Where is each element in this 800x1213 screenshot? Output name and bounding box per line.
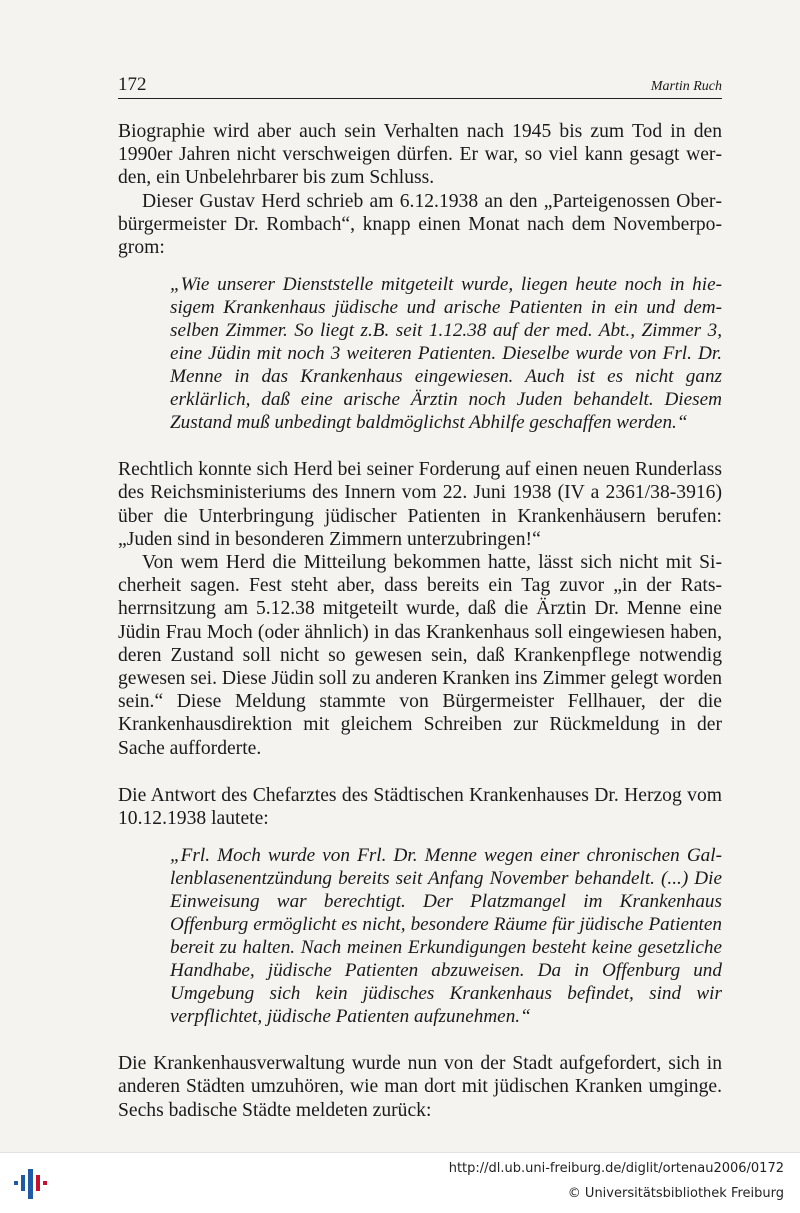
paragraph-3: Rechtlich konnte sich Herd bei seiner Forderung auf einen neuen Runderlass des Reichsministeriums des Innern vom 22. Juni 1938 (IV a 2361/38-3916) über die Unterbringung jüdischer Patienten in Krankenhäusern berufen: „Juden sind in besonderen Zimmern unterzubringen!“ bbox=[118, 459, 722, 550]
paragraph-1: Biographie wird aber auch sein Verhalten nach 1945 bis zum Tod in den 1990er Jahren nicht verschweigen dürfen. Er war, so viel kann gesagt werden, ein Unbelehrbarer bis zum Schluss. bbox=[118, 121, 722, 189]
block-quote-2: „Frl. Moch wurde von Frl. Dr. Menne wegen einer chronischen Gallenblasenentzündung bereits seit Anfang November behandelt. (...) Die Einweisung war berechtigt. Der Platzmangel im Krankenhaus Offenburg ermöglicht es nicht, besondere Räume für jüdische Patienten bereit zu halten. Nach meinen Erkundigungen besteht keine gesetzliche Handhabe, jüdische Patienten abzuweisen. Da in Offenburg und Umgebung sich kein jüdisches Krankenhaus befindet, sind wir verpflichtet, jüdische Patienten aufzunehmen.“ bbox=[170, 845, 722, 1028]
page-number: 172 bbox=[118, 74, 147, 95]
copyright-notice: © Universitätsbibliothek Freiburg bbox=[567, 1186, 784, 1201]
paragraph-4: Von wem Herd die Mitteilung bekommen hatte, lässt sich nicht mit Sicherheit sagen. Fest steht aber, dass bereits ein Tag zuvor „in der Ratsherrnsitzung am 5.12.38 mitgeteilt wurde, daß die Ärztin Dr. Menne eine Jüdin Frau Moch (oder ähnlich) in das Krankenhaus soll eingewiesen haben, deren Zustand soll nicht so gewesen sein, daß Krankenpflege notwendig gewesen sei. Diese Jüdin soll zu anderen Kranken ins Zimmer gelegt worden sein.“ Diese Meldung stammte von Bürgermeister Fellhauer, der die Krankenhausdirektion mit gleichem Schreiben zur Rückmeldung in der Sache aufforderte. bbox=[118, 552, 722, 759]
paragraph-2: Dieser Gustav Herd schrieb am 6.12.1938 an den „Parteigenossen Oberbürgermeister Dr. Rombach“, knapp einen Monat nach dem Novemberpogrom: bbox=[118, 190, 722, 259]
viewer-footer bbox=[0, 1152, 800, 1213]
running-head-author: Martin Ruch bbox=[650, 79, 722, 94]
page-body bbox=[118, 120, 722, 1122]
ub-freiburg-logo-icon bbox=[12, 1167, 52, 1201]
document-url-link[interactable]: http://dl.ub.uni-freiburg.de/diglit/ortenau2006/0172 bbox=[448, 1161, 784, 1176]
running-header bbox=[118, 76, 722, 99]
block-quote-1: „Wie unserer Dienststelle mitgeteilt wurde, liegen heute noch in hiesigem Krankenhaus jüdische und arische Patienten in ein und demselben Zimmer. So liegt z.B. seit 1.12.38 auf der med. Abt., Zimmer 3, eine Jüdin mit noch 3 weiteren Patienten. Dieselbe wurde von Frl. Dr. Menne in das Krankenhaus eingewiesen. Auch ist es nicht ganz erklärlich, daß eine arische Ärztin noch Juden behandelt. Diesem Zustand muß unbedingt baldmöglichst Abhilfe geschaffen werden.“ bbox=[170, 274, 722, 434]
paragraph-6: Die Krankenhausverwaltung wurde nun von der Stadt aufgefordert, sich in anderen Städten umzuhören, wie man dort mit jüdischen Kranken umginge. Sechs badische Städte meldeten zurück: bbox=[118, 1053, 722, 1121]
paragraph-5: Die Antwort des Chefarztes des Städtischen Krankenhauses Dr. Herzog vom 10.12.1938 lautete: bbox=[118, 784, 722, 830]
